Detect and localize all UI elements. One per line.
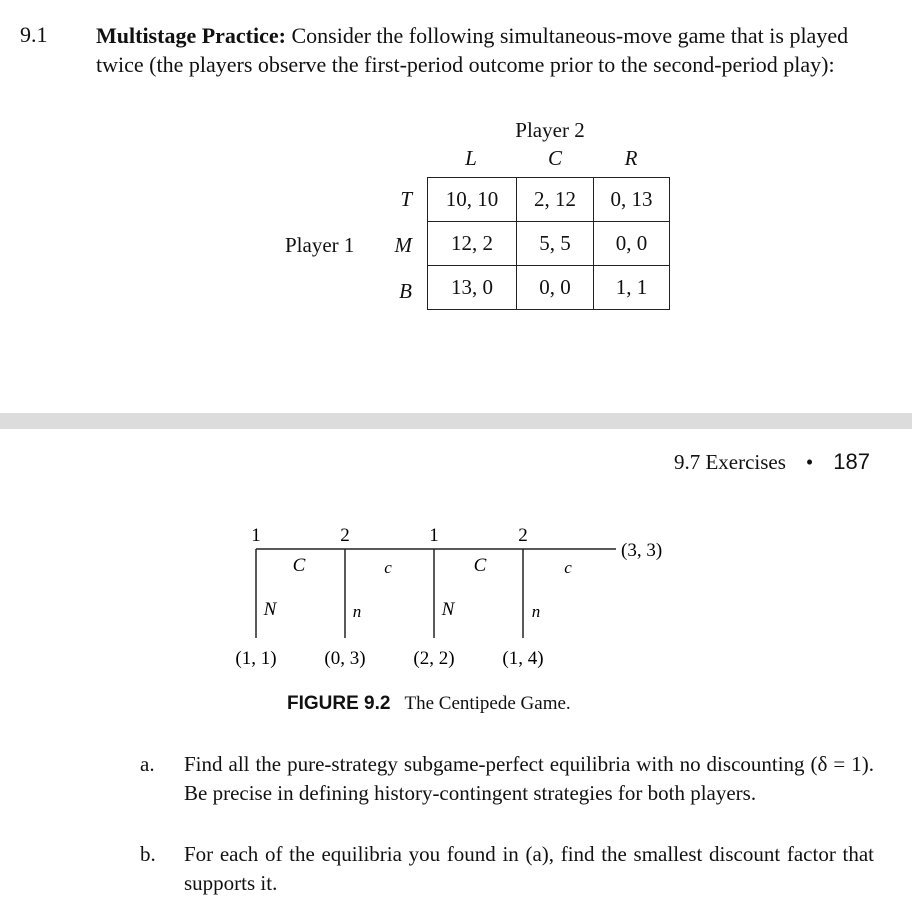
final-payoff: (3, 3): [621, 540, 663, 561]
section-title: 9.7 Exercises: [673, 450, 786, 474]
part-b: [140, 840, 880, 900]
problem-text: Consider the following simultaneous-move game that is played twice (the players observe the first-period outcome prior to the second-period play):: [96, 23, 849, 77]
part-text: Find all the pure-strategy subgame-perfect equilibria with no discounting (δ = 1). Be precise in defining history-contingent strategies for both players.: [184, 752, 874, 805]
figure-label: FIGURE 9.2: [287, 693, 391, 714]
problem-number: 9.1: [20, 22, 48, 47]
part-label: a.: [140, 752, 155, 776]
stop-label: N: [263, 599, 277, 620]
continue-label: C: [473, 555, 487, 576]
node-player-label: 2: [518, 525, 528, 546]
matrix-cell: 2, 12: [517, 178, 594, 222]
player2-label: Player 2: [515, 118, 585, 142]
node-player-label: 1: [251, 525, 261, 546]
matrix-cell: 10, 10: [428, 178, 517, 222]
col-header-l: L: [465, 146, 477, 170]
matrix-cell: 0, 13: [594, 178, 670, 222]
stop-label: n: [352, 602, 362, 621]
matrix-cell: 0, 0: [517, 266, 594, 310]
node-player-label: 1: [429, 525, 439, 546]
figure-title: The Centipede Game.: [404, 693, 571, 714]
part-label: b.: [140, 842, 156, 866]
stop-label: N: [441, 599, 455, 620]
header-bullet: •: [805, 450, 814, 474]
stop-payoff: (2, 2): [413, 648, 455, 669]
continue-label: c: [564, 558, 572, 577]
stop-payoff: (0, 3): [324, 648, 366, 669]
continue-label: C: [292, 555, 306, 576]
page-number: 187: [833, 449, 870, 474]
matrix-cell: 13, 0: [428, 266, 517, 310]
stop-label: n: [531, 602, 541, 621]
matrix-cell: 12, 2: [428, 222, 517, 266]
continue-label: c: [384, 558, 392, 577]
matrix-cell: 5, 5: [517, 222, 594, 266]
col-header-c: C: [547, 146, 562, 170]
row-header-b: B: [399, 279, 412, 303]
part-text: For each of the equilibria you found in (a), find the smallest discount factor that supports it.: [184, 842, 874, 895]
stop-payoff: (1, 4): [502, 648, 544, 669]
figure-caption: [287, 693, 571, 715]
matrix-cell: 1, 1: [594, 266, 670, 310]
part-a: [140, 750, 880, 840]
stop-payoff: (1, 1): [235, 648, 277, 669]
player1-label: Player 1: [285, 233, 355, 257]
col-header-r: R: [624, 146, 638, 170]
matrix-cell: 0, 0: [594, 222, 670, 266]
row-header-m: M: [394, 233, 412, 257]
problem-title: Multistage Practice:: [96, 23, 286, 48]
node-player-label: 2: [340, 525, 350, 546]
row-header-t: T: [400, 187, 412, 211]
